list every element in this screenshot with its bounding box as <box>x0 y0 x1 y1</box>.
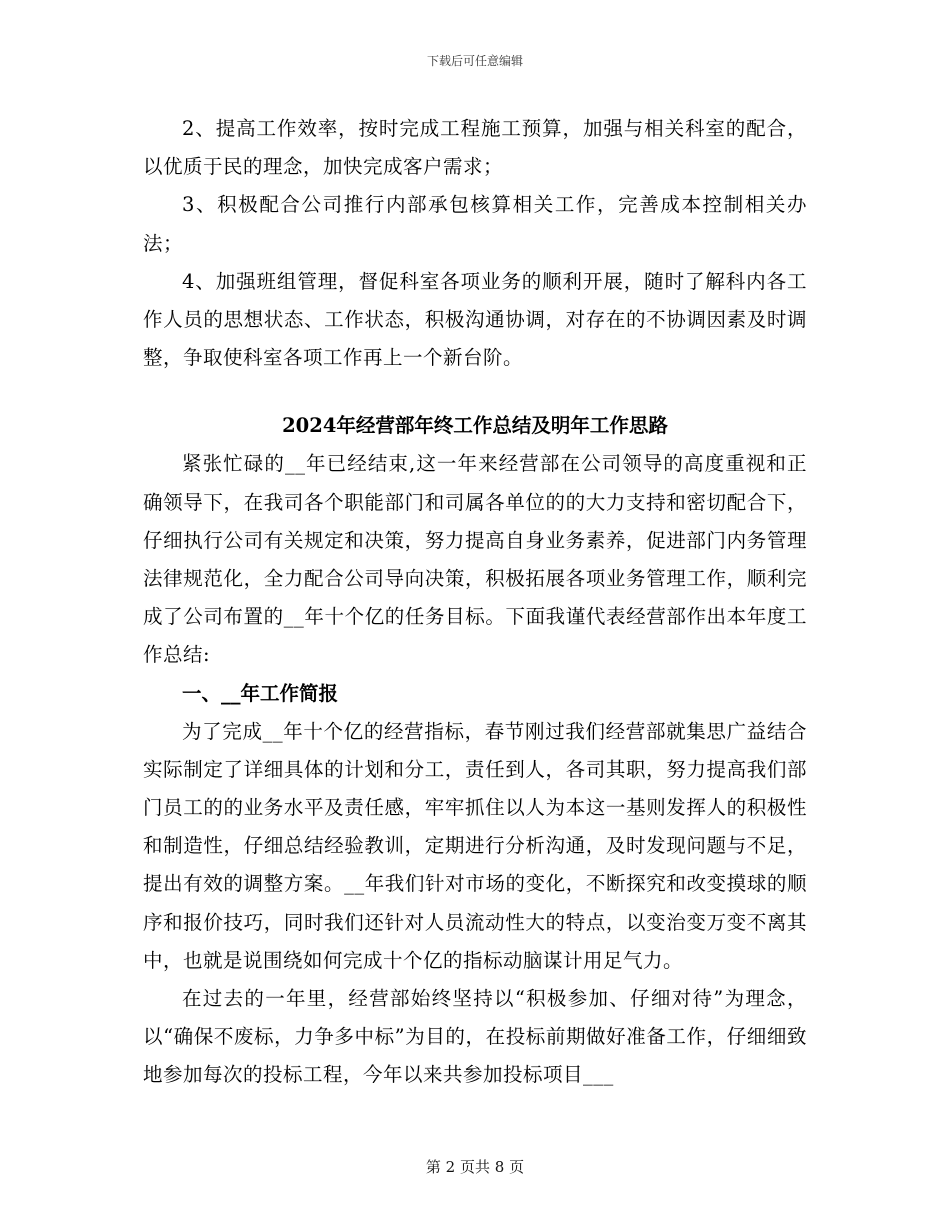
document-title: 2024年经营部年终工作总结及明年工作思路 <box>282 414 668 438</box>
page-header: 下载后可任意编辑 <box>426 54 523 68</box>
paragraph-item-3: 3、积极配合公司推行内部承包核算相关工作，完善成本控制相关办法； <box>143 193 807 255</box>
page-footer: 第 2 页共 8 页 <box>425 1158 525 1176</box>
body-paragraph-1: 为了完成__年十个亿的经营指标，春节刚过我们经营部就集思广益结合实际制定了详细具体的计划和分工，责任到人，各司其职，努力提高我们部门员工的的业务水平及责任感，牢牢抓住以人为本这一基则发挥人的积极性和制造性，仔细总结经验教训，定期进行分析沟通，及时发现问题与不足，提出有效的调整方案。__年我们针对市场的变化，不断探究和改变摸球的顺序和报价技巧，同时我们还针对人员流动性大的特点，以变治变万变不离其中，也就是说围绕如何完成十个亿的指标动脑谋计用足气力。 <box>143 719 807 972</box>
document-body <box>143 110 807 1095</box>
body-paragraph-2: 在过去的一年里，经营部始终坚持以“积极参加、仔细对待”为理念，以“确保不废标，力争多中标”为目的，在投标前期做好准备工作，仔细细致地参加每次的投标工程，今年以来共参加投标项目___ <box>143 987 807 1087</box>
paragraph-item-4: 4、加强班组管理，督促科室各项业务的顺利开展，随时了解科内各工作人员的思想状态、工作状态，积极沟通协调，对存在的不协调因素及时调整，争取使科室各项工作再上一个新台阶。 <box>143 269 807 370</box>
paragraph-item-2: 2、提高工作效率，按时完成工程施工预算，加强与相关科室的配合，以优质于民的理念，加快完成客户需求； <box>143 117 807 179</box>
section-heading: 一、__年工作简报 <box>182 681 339 705</box>
intro-paragraph: 紧张忙碌的__年已经结束,这一年来经营部在公司领导的高度重视和正确领导下，在我司各个职能部门和司属各单位的的大力支持和密切配合下，仔细执行公司有关规定和决策，努力提高自身业务素养，促进部门内务管理法律规范化，全力配合公司导向决策，积极拓展各项业务管理工作，顺利完成了公司布置的__年十个亿的任务目标。下面我谨代表经营部作出本年度工作总结: <box>143 452 807 667</box>
